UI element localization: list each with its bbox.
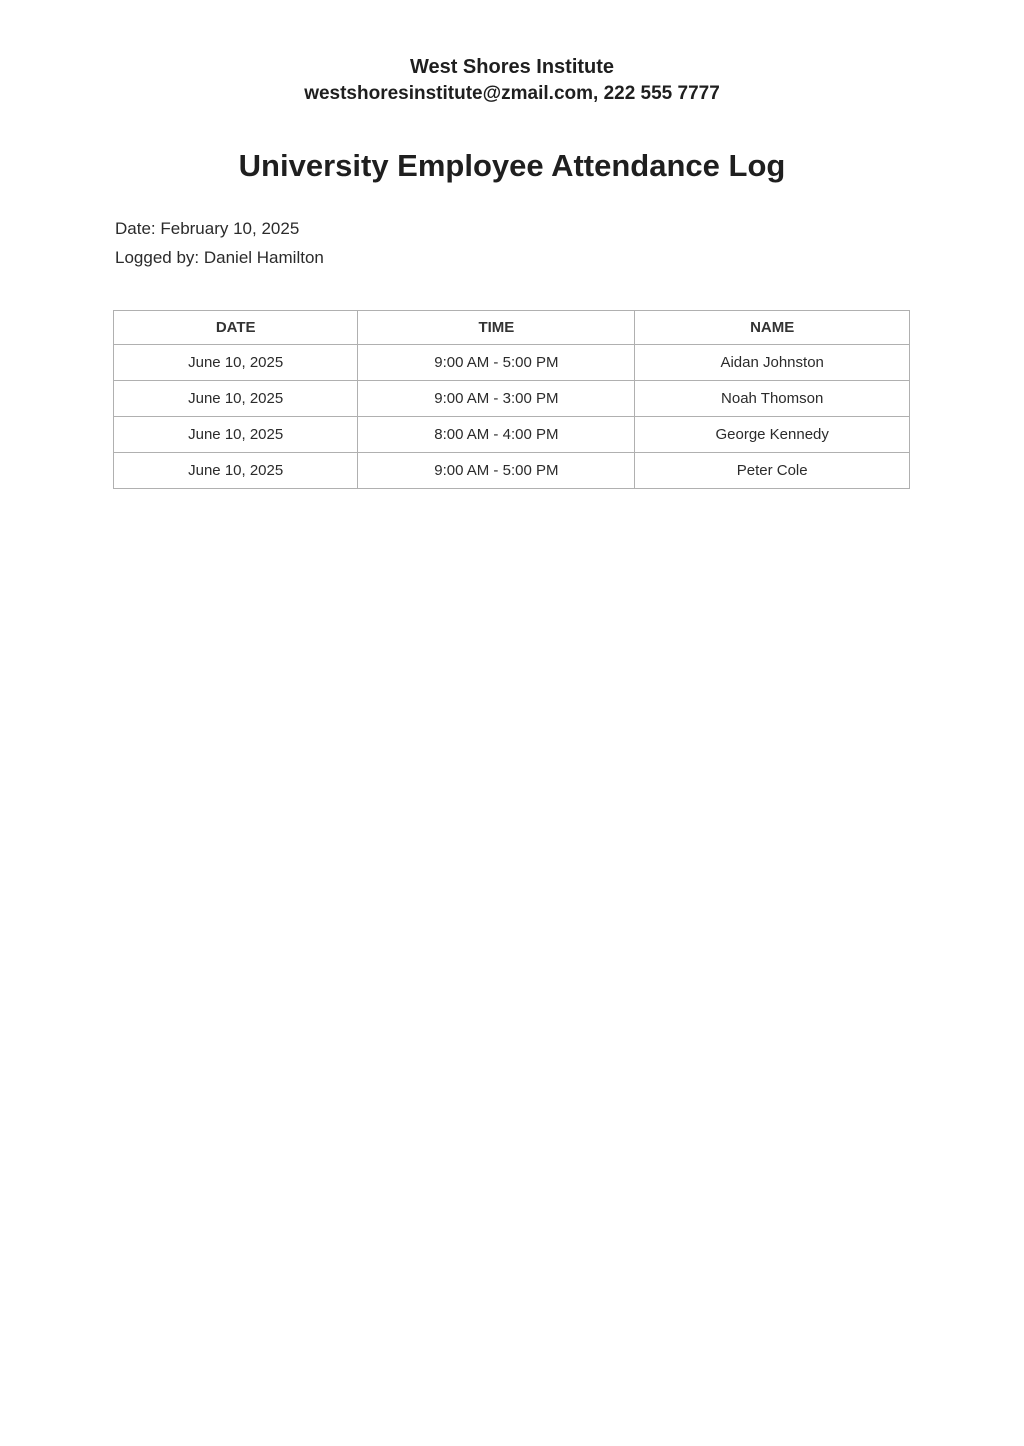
column-header-name: NAME — [635, 310, 910, 344]
organization-name: West Shores Institute — [409, 56, 615, 78]
attendance-table-wrap — [113, 310, 910, 489]
table-row — [114, 380, 910, 416]
cell-time: 9:00 AM - 5:00 PM — [358, 452, 635, 488]
table-row — [114, 416, 910, 452]
column-header-date: DATE — [114, 310, 358, 344]
cell-name: Aidan Johnston — [635, 344, 910, 380]
meta-block — [115, 214, 1024, 272]
table-row — [114, 452, 910, 488]
cell-name: George Kennedy — [635, 416, 910, 452]
table-header-row — [114, 310, 910, 344]
cell-time: 9:00 AM - 3:00 PM — [358, 380, 635, 416]
logged-by-line: Logged by: Daniel Hamilton — [115, 247, 324, 267]
organization-contact: westshoresinstitute@zmail.com, 222 555 7777 — [304, 83, 720, 104]
cell-date: June 10, 2025 — [114, 452, 358, 488]
cell-name: Noah Thomson — [635, 380, 910, 416]
cell-date: June 10, 2025 — [114, 344, 358, 380]
cell-name: Peter Cole — [635, 452, 910, 488]
attendance-table — [113, 310, 910, 489]
page-title: University Employee Attendance Log — [238, 147, 786, 183]
document-header — [0, 0, 1024, 109]
cell-date: June 10, 2025 — [114, 416, 358, 452]
cell-time: 8:00 AM - 4:00 PM — [358, 416, 635, 452]
table-row — [114, 344, 910, 380]
cell-date: June 10, 2025 — [114, 380, 358, 416]
cell-time: 9:00 AM - 5:00 PM — [358, 344, 635, 380]
column-header-time: TIME — [358, 310, 635, 344]
date-line: Date: February 10, 2025 — [115, 218, 300, 238]
